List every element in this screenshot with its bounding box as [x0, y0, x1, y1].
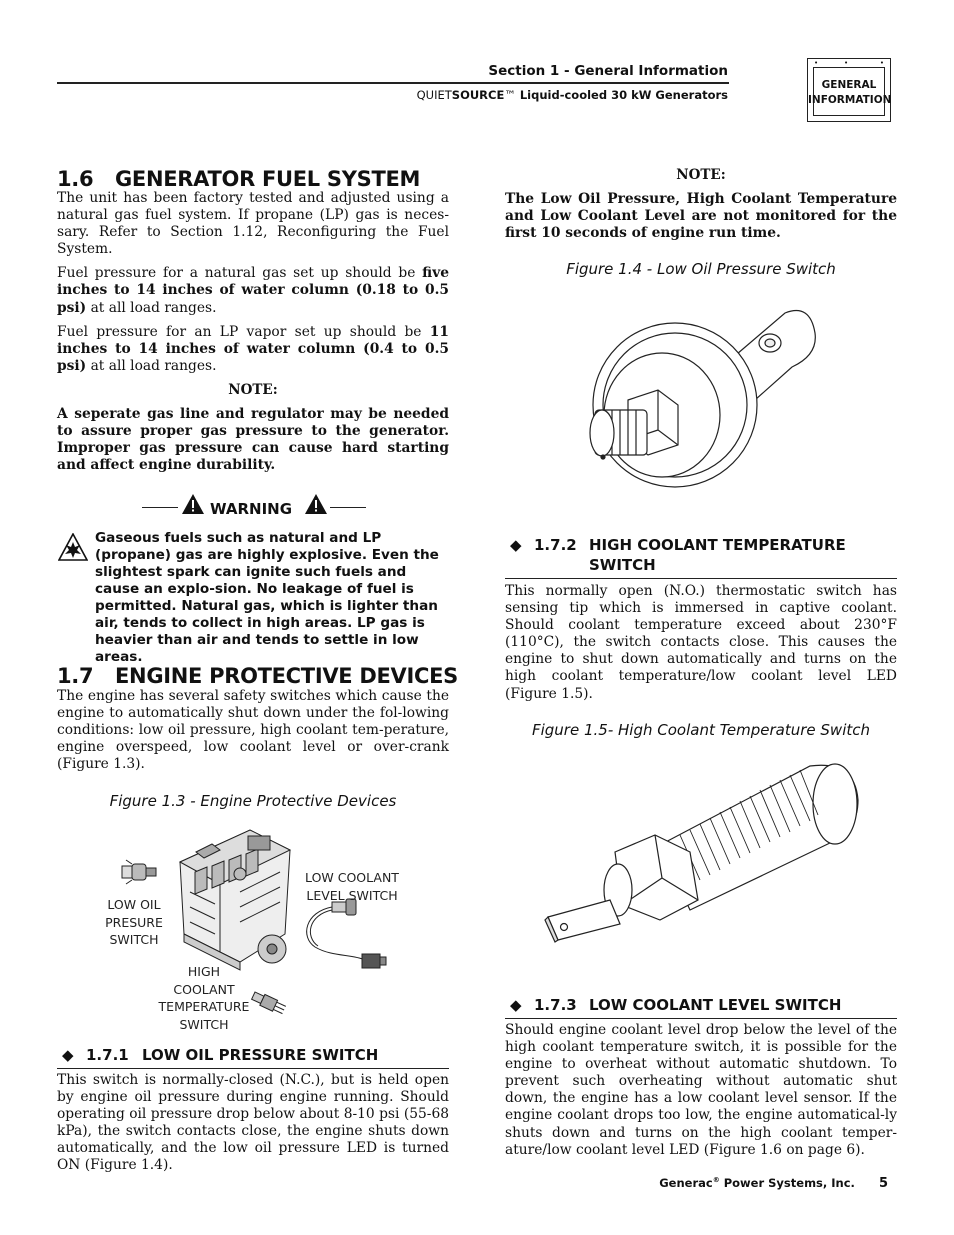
section-rule [57, 1068, 449, 1069]
product-bold: SOURCE [451, 88, 505, 102]
label-low-coolant-level-switch [300, 869, 404, 904]
tab-line-2: INFORMATION [808, 94, 892, 106]
footer [659, 1176, 888, 1191]
warning-triangle-icon [304, 493, 328, 519]
figure-1-5-caption: Figure 1.5- High Coolant Temperature Switch [531, 721, 870, 739]
section-number: 1.7 [57, 664, 94, 688]
text-run-bold: 11 inches to 14 inches of water column (0.4 to 0.5 psi) [57, 323, 449, 374]
section-1-7-2-heading [510, 535, 846, 575]
diamond-bullet-icon: ◆ [510, 536, 522, 554]
section-1-7-1-heading [62, 1045, 378, 1065]
note-label: NOTE: [676, 167, 726, 183]
product-prefix: QUIET [416, 88, 452, 102]
note-label: NOTE: [228, 381, 278, 398]
section-1-7-body: The engine has several safety switches which cause the engine to automatically shut down under the fol-lowing conditions: low oil pressure, high coolant tem-perature, engine overspeed, low coolant level or over-crank (Figure 1.3). [57, 688, 449, 773]
product-rest: Liquid-cooled 30 kW Generators [515, 88, 728, 102]
figure-1-4-caption: Figure 1.4 - Low Oil Pressure Switch [566, 260, 836, 278]
header-rule [57, 82, 729, 84]
section-rule [505, 1018, 897, 1019]
section-title-line: HIGH COOLANT TEMPERATURE [589, 536, 846, 554]
diamond-bullet-icon: ◆ [62, 1046, 74, 1064]
page-number: 5 [878, 1176, 888, 1191]
section-1-7-2-body: This normally open (N.O.) thermostatic switch has sensing tip which is immersed in captive coolant. Should coolant temperature exceed about 230°F (110°C), the switch contacts close. This causes the engine to shut down automatically and turns on the high coolant temperature/low coolant level LED (Figure 1.5). [505, 583, 897, 702]
warning-rule-left [142, 507, 178, 508]
section-number: 1.6 [57, 167, 94, 191]
section-rule [505, 578, 897, 579]
general-information-tab: • • • GENERAL INFORMATION [807, 58, 891, 122]
warning-label: WARNING [210, 500, 293, 518]
text-run: Fuel pressure for a natural gas set up should be [57, 265, 423, 282]
label-low-oil-pressure-switch [92, 896, 176, 949]
low-oil-pressure-switch-figure [580, 305, 820, 490]
label-line: HIGH [187, 964, 221, 979]
paragraph [57, 324, 449, 375]
section-header: Section 1 - General Information [488, 63, 728, 79]
note-text: The Low Oil Pressure, High Coolant Temperature and Low Coolant Level are not monitored for the first 10 seconds of engine run time. [505, 191, 897, 242]
section-number: 1.7.1 [86, 1046, 129, 1064]
registered-mark: ® [712, 1176, 720, 1185]
high-coolant-temperature-switch-figure [540, 760, 870, 960]
section-title: ENGINE PROTECTIVE DEVICES [115, 664, 458, 688]
label-line: PRESURE [105, 914, 163, 930]
label-line: LEVEL SWITCH [306, 887, 398, 903]
section-1-7-3-heading [510, 995, 841, 1015]
section-title-line: SWITCH [589, 556, 656, 574]
label-line: SWITCH [109, 932, 159, 947]
section-1-7-1-body: This switch is normally-closed (N.C.), but is held open by engine oil pressure during engine running. Should operating oil pressure drop below about 8-10 psi (55-68 kPa), the switch contacts close, the engine shuts down automatically, and the low oil pressure LED is turned ON (Figure 1.4). [57, 1072, 449, 1174]
section-1-7-3-body: Should engine coolant level drop below the level of the high coolant temperature switch, it is possible for the engine to overheat without automatic shutdown. To prevent such overheating without automatic shut down, the engine has a low coolant level sensor. If the engine coolant drops too low, the engine automatical-ly shuts down and turns on the high coolant temper-ature/low coolant level LED (Figure 1.6 on page 6). [505, 1022, 897, 1158]
text-run-bold: five inches to 14 inches of water column (0.18 to 0.5 psi) [57, 265, 449, 316]
label-line: LOW OIL [107, 897, 161, 912]
paragraph [57, 265, 449, 316]
label-line: COOLANT [173, 981, 235, 997]
label-line: LOW COOLANT [305, 870, 399, 885]
text-run: at all load ranges. [86, 357, 217, 374]
section-title: LOW OIL PRESSURE SWITCH [142, 1046, 379, 1064]
text-run: Fuel pressure for an LP vapor set up should be [57, 323, 430, 340]
section-number: 1.7.3 [534, 996, 577, 1014]
label-line: SWITCH [179, 1016, 229, 1032]
section-title: GENERATOR FUEL SYSTEM [115, 167, 421, 191]
high-coolant-temperature-switch-illustration [540, 760, 870, 960]
section-number: 1.7.2 [534, 536, 577, 554]
product-header [417, 88, 728, 102]
label-line: TEMPERATURE [158, 999, 250, 1014]
diamond-bullet-icon: ◆ [510, 996, 522, 1014]
warning-text: Gaseous fuels such as natural and LP (propane) gas are highly explosive. Even the slightest spark can ignite such fuels and cause an explo-sion. No leakage of fuel is permitted. Natural gas, which is lighter than air, tends to collect in high areas. LP gas is heavier than air and tends to settle in low areas. [95, 530, 439, 665]
tab-line-1: GENERAL [821, 79, 877, 91]
explosion-hazard-icon [58, 533, 88, 565]
footer-company-rest: Power Systems, Inc. [719, 1176, 855, 1190]
section-1-6-body [57, 190, 449, 481]
product-tm: ™ [504, 88, 516, 102]
section-title: LOW COOLANT LEVEL SWITCH [589, 996, 842, 1014]
footer-company: Generac [659, 1176, 713, 1190]
warning-triangle-icon [181, 493, 205, 519]
section-1-6-heading [57, 167, 420, 191]
warning-rule-right [330, 507, 366, 508]
text-run: at all load ranges. [86, 299, 217, 316]
section-1-7-heading [57, 664, 458, 688]
low-oil-pressure-switch-illustration [580, 305, 820, 490]
label-high-coolant-temperature-switch [144, 963, 264, 1033]
paragraph: The unit has been factory tested and adjusted using a natural gas fuel system. If propane (LP) gas is neces-sary. Refer to Section 1.12, Reconfiguring the Fuel System. [57, 190, 449, 258]
note-text: A seperate gas line and regulator may be needed to assure proper gas pressure to the generator. Improper gas pressure can cause hard starting and affect engine durability. [57, 406, 449, 474]
figure-1-3-caption: Figure 1.3 - Engine Protective Devices [109, 792, 397, 810]
